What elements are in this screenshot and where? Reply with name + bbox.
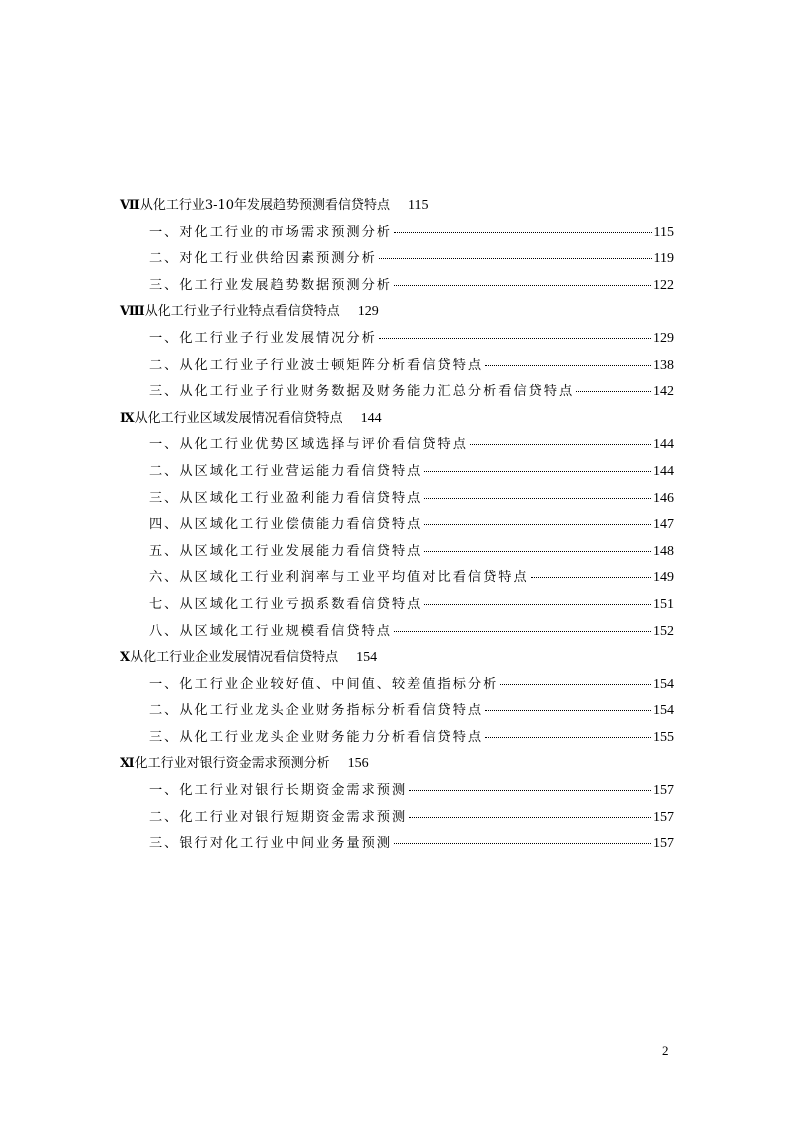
toc-entry[interactable] [120,619,674,646]
dot-leader [500,684,651,685]
chapter-title: 从化工行业企业发展情况看信贷特点 [130,650,339,666]
chapter-number: Ⅶ [120,198,140,213]
toc-entry[interactable] [120,432,674,459]
chapter-title: 从化工行业子行业特点看信贷特点 [144,304,340,320]
toc-entry[interactable] [120,353,674,380]
entry-title: 七、从区域化工行业亏损系数看信贷特点 [149,596,423,612]
dot-leader [379,338,651,339]
chapter-page-number: 156 [347,756,369,772]
toc-entry[interactable] [120,539,674,566]
entry-page-number: 144 [653,463,674,479]
toc-entry[interactable] [120,326,674,353]
dot-leader [485,710,651,711]
dot-leader [379,258,652,259]
dot-leader [394,232,652,233]
toc-entry[interactable] [120,698,674,725]
toc-entry[interactable] [120,672,674,699]
toc-entry[interactable] [120,512,674,539]
entry-title: 四、从区域化工行业偿债能力看信贷特点 [149,517,423,533]
entry-page-number: 144 [653,437,674,453]
dot-leader [394,631,651,632]
toc-chapter-heading[interactable] [120,299,674,326]
chapter-number: Ⅹ [120,650,131,666]
dot-leader [394,285,651,286]
entry-page-number: 119 [653,251,674,267]
toc-entry[interactable] [120,565,674,592]
entry-page-number: 152 [653,623,674,639]
chapter-title: 化工行业对银行资金需求预测分析 [134,756,330,772]
entry-title: 二、从化工行业龙头企业财务指标分析看信贷特点 [149,703,484,719]
entry-page-number: 151 [653,596,674,612]
entry-title: 八、从区域化工行业规模看信贷特点 [149,623,392,639]
entry-page-number: 154 [653,676,674,692]
toc-entry[interactable] [120,246,674,273]
chapter-title: 从化工行业3-10年发展趋势预测看信贷特点 [139,198,391,213]
chapter-page-number: 154 [356,650,378,666]
chapter-number: Ⅸ [120,410,135,426]
toc-entry[interactable] [120,592,674,619]
dot-leader [576,391,651,392]
dot-leader [531,577,651,578]
entry-title: 一、化工行业企业较好值、中间值、较差值指标分析 [149,676,499,692]
entry-title: 三、从化工行业子行业财务数据及财务能力汇总分析看信贷特点 [149,384,575,400]
chapter-number: Ⅷ [120,304,145,320]
entry-page-number: 138 [653,357,674,373]
entry-page-number: 148 [653,543,674,559]
chapter-page-number: 115 [408,198,429,213]
entry-title: 一、对化工行业的市场需求预测分析 [149,224,392,240]
entry-page-number: 122 [653,277,674,293]
entry-title: 一、化工行业子行业发展情况分析 [149,330,377,346]
entry-page-number: 129 [653,330,674,346]
dot-leader [409,817,651,818]
entry-title: 五、从区域化工行业发展能力看信贷特点 [149,543,423,559]
toc-chapter-heading[interactable] [120,406,674,433]
entry-title: 一、化工行业对银行长期资金需求预测 [149,783,408,799]
entry-title: 三、从区域化工行业盈利能力看信贷特点 [149,490,423,506]
table-of-contents [120,193,674,858]
entry-page-number: 157 [653,783,674,799]
entry-page-number: 155 [653,729,674,745]
dot-leader [424,498,651,499]
page-number: 2 [662,1043,669,1058]
dot-leader [485,365,651,366]
entry-page-number: 157 [653,809,674,825]
entry-page-number: 157 [653,836,674,852]
entry-page-number: 142 [653,384,674,400]
dot-leader [394,843,651,844]
entry-page-number: 146 [653,490,674,506]
toc-entry[interactable] [120,379,674,406]
toc-entry[interactable] [120,805,674,832]
toc-chapter-heading[interactable] [120,193,674,220]
entry-title: 二、从化工行业子行业波士顿矩阵分析看信贷特点 [149,357,484,373]
entry-page-number: 115 [653,224,674,240]
dot-leader [424,524,651,525]
dot-leader [424,471,651,472]
chapter-page-number: 129 [357,304,379,320]
toc-entry[interactable] [120,486,674,513]
toc-entry[interactable] [120,273,674,300]
toc-entry[interactable] [120,459,674,486]
entry-title: 三、化工行业发展趋势数据预测分析 [149,277,392,293]
toc-entry[interactable] [120,725,674,752]
entry-title: 二、对化工行业供给因素预测分析 [149,251,377,267]
entry-page-number: 154 [653,703,674,719]
entry-title: 二、从区域化工行业营运能力看信贷特点 [149,463,423,479]
chapter-title: 从化工行业区域发展情况看信贷特点 [134,410,343,426]
entry-title: 三、银行对化工行业中间业务量预测 [149,836,392,852]
entry-title: 六、从区域化工行业利润率与工业平均值对比看信贷特点 [149,570,529,586]
dot-leader [485,737,651,738]
toc-chapter-heading[interactable] [120,645,674,672]
entry-page-number: 149 [653,570,674,586]
toc-chapter-heading[interactable] [120,751,674,778]
toc-entry[interactable] [120,778,674,805]
dot-leader [424,551,651,552]
entry-title: 二、化工行业对银行短期资金需求预测 [149,809,408,825]
chapter-page-number: 144 [360,410,382,426]
entry-page-number: 147 [653,517,674,533]
toc-entry[interactable] [120,831,674,858]
toc-entry[interactable] [120,220,674,247]
entry-title: 一、从化工行业优势区域选择与评价看信贷特点 [149,437,468,453]
chapter-number: Ⅺ [120,756,135,772]
dot-leader [424,604,651,605]
dot-leader [470,444,651,445]
entry-title: 三、从化工行业龙头企业财务能力分析看信贷特点 [149,729,484,745]
dot-leader [409,790,651,791]
